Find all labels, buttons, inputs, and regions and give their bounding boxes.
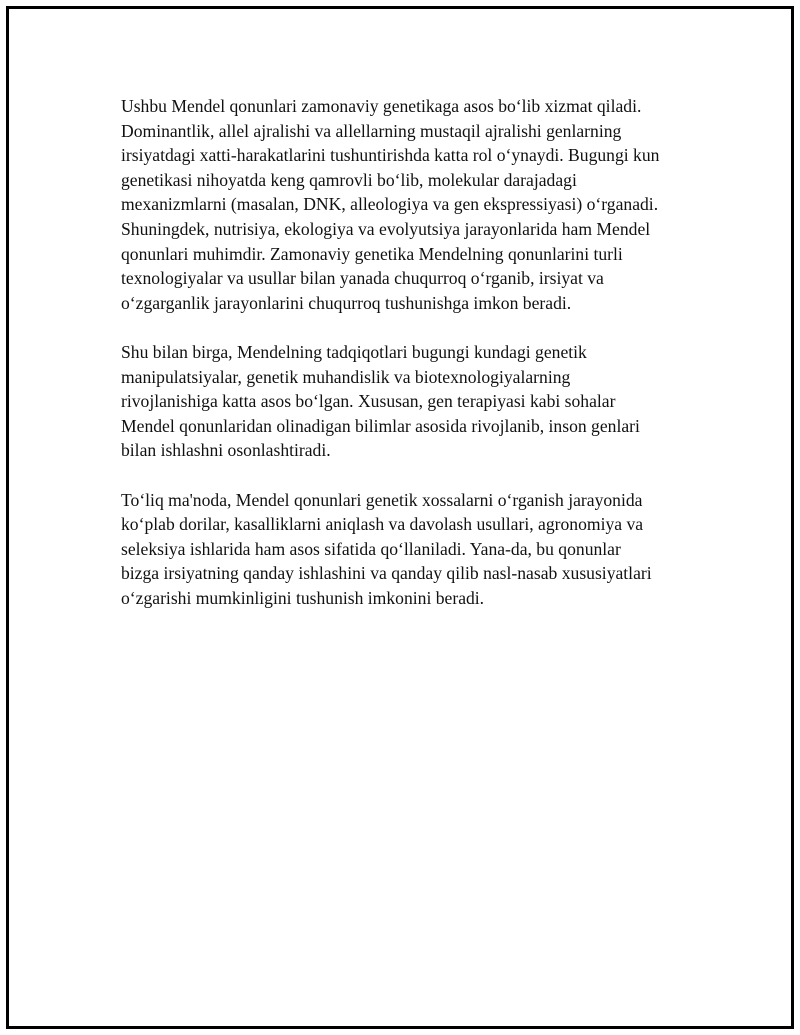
page-frame [6,6,794,1029]
paragraph-2: Shu bilan birga, Mendelning tadqiqotlari bugungi kundagi genetik manipulatsiyalar, genetik muhandislik va biotexnologiyalarning rivojlanishiga katta asos bo‘lgan. Xususan, gen terapiyasi kabi sohalar Mendel qonunlaridan olinadigan bilimlar asosida rivojlanib, inson genlari bilan ishlashni osonlashtiradi. [121,341,640,461]
paragraph-1: Ushbu Mendel qonunlari zamonaviy genetikaga asos bo‘lib xizmat qiladi. Dominantlik, allel ajralishi va allellarning mustaqil ajralishi genlarning irsiyatdagi xatti-harakatlarini tushuntirishda katta rol o‘ynaydi. Bugungi kun genetikasi nihoyatda keng qamrovli bo‘lib, molekular darajadagi mexanizmlarni (masalan, DNK, alleologiya va gen ekspressiyasi) o‘rganadi. Shuningdek, nutrisiya, ekologiya va evolyutsiya jarayonlarida ham Mendel qonunlari muhimdir. Zamonaviy genetika Mendelning qonunlarini turli texnologiyalar va usullar bilan yanada chuqurroq o‘rganib, irsiyat va o‘zgarganlik jarayonlarini chuqurroq tushunishga imkon beradi. [121,96,660,313]
document-body [121,94,711,635]
paragraph-3: To‘liq ma'noda, Mendel qonunlari genetik xossalarni o‘rganish jarayonida ko‘plab dorilar, kasalliklarni aniqlash va davolash usullari, agronomiya va seleksiya ishlarida ham asos sifatida qo‘llaniladi. Yana-da, bu qonunlar bizga irsiyatning qanday ishlashini va qanday qilib nasl-nasab xususiyatlari o‘zgarishi mumkinligini tushunish imkonini beradi. [121,489,652,608]
